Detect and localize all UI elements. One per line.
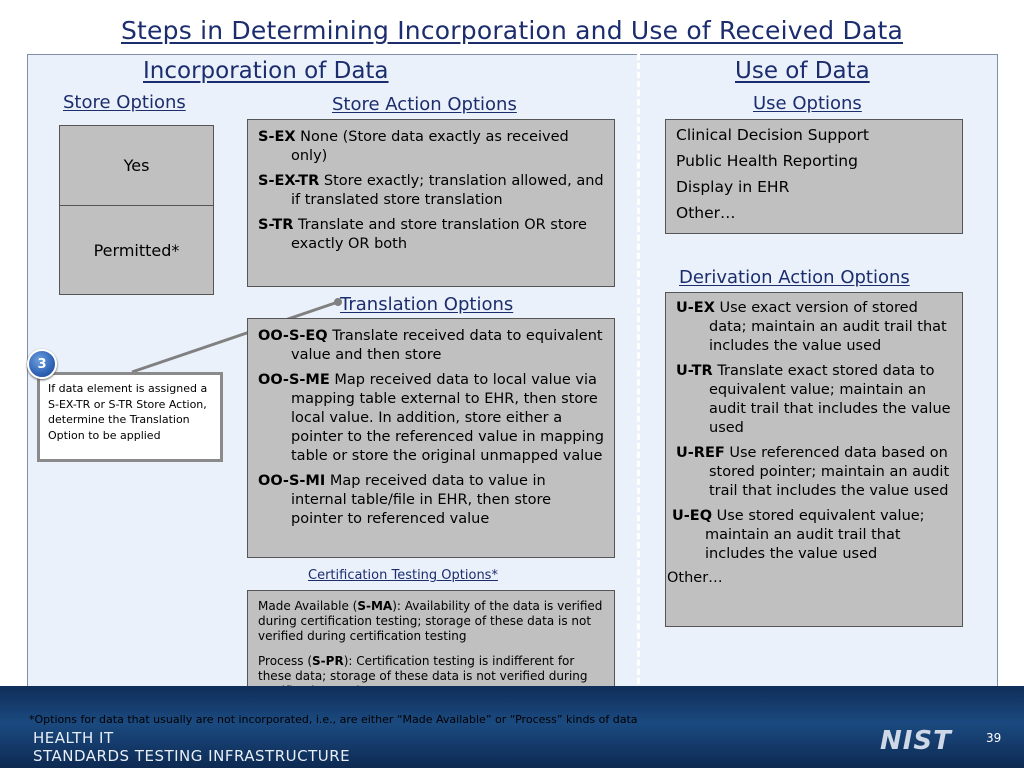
derivation-action-heading: Derivation Action Options — [679, 267, 910, 288]
use-options-box — [665, 119, 963, 234]
footer-branding — [33, 729, 350, 765]
certification-process: Process (S-PR): Certification testing is indifferent for these data; storage of these data is not verified during — [258, 654, 588, 683]
translation-oo-s-mi: OO-S-MI Map received data to value in internal table/file in EHR, then store pointer to referenced value — [258, 473, 552, 527]
derivation-u-ref: U-REF Use referenced data based on stored pointer; maintain an audit trail that includes the value used — [676, 445, 950, 499]
use-option-cds: Clinical Decision Support — [676, 126, 870, 144]
use-option-display-ehr: Display in EHR — [676, 178, 790, 196]
use-options-heading: Use Options — [753, 93, 862, 114]
callout-box: If data element is assigned a S-EX-TR or S-TR Store Action, determine the Translation Option to be applied — [37, 372, 223, 462]
derivation-other: Other… — [667, 570, 723, 586]
use-heading: Use of Data — [735, 58, 870, 84]
footer-line-1: HEALTH IT — [33, 729, 114, 747]
store-options-heading: Store Options — [63, 92, 186, 113]
translation-oo-s-me: OO-S-ME Map received data to local value via mapping table external to EHR, then store local value. In addition, store either a pointer to the referenced value in mapping table or store the original unmapped value — [258, 372, 604, 464]
translation-options-heading: Translation Options — [340, 294, 514, 315]
store-action-s-tr: S-TR Translate and store translation OR store exactly OR both — [258, 217, 587, 252]
use-option-other: Other… — [676, 204, 736, 222]
slide-title: Steps in Determining Incorporation and Use of Received Data — [120, 16, 904, 45]
incorporation-heading: Incorporation of Data — [143, 58, 389, 84]
store-option-permitted: Permitted* — [93, 240, 180, 260]
derivation-u-eq: U-EQ Use stored equivalent value; maintain an audit trail that includes the value used — [672, 508, 925, 562]
certification-heading: Certification Testing Options* — [308, 568, 498, 583]
derivation-u-tr: U-TR Translate exact stored data to equivalent value; maintain an audit trail that includes the value used — [676, 363, 951, 436]
nist-logo: NIST — [880, 726, 952, 756]
footer-line-2: STANDARDS TESTING INFRASTRUCTURE — [33, 747, 351, 765]
translation-oo-s-eq: OO-S-EQ Translate received data to equivalent value and then store — [258, 328, 603, 363]
footnote: *Options for data that usually are not incorporated, i.e., are either “Made Available” or “Process” kinds of data — [29, 713, 638, 726]
use-option-public-health: Public Health Reporting — [676, 152, 858, 170]
store-action-s-ex-tr: S-EX-TR Store exactly; translation allowed, and if translated store translation — [258, 173, 604, 208]
certification-made-available: Made Available (S-MA): Availability of the data is verified during certification testing; storage of these data is not verified during certification testing — [258, 599, 603, 643]
store-action-s-ex: S-EX None (Store data exactly as received only) — [258, 129, 569, 164]
derivation-u-ex: U-EX Use exact version of stored data; maintain an audit trail that includes the value used — [676, 300, 947, 354]
store-action-heading: Store Action Options — [332, 94, 517, 115]
page-number: 39 — [986, 731, 1002, 745]
step-badge: 3 — [27, 349, 57, 379]
translation-options-box — [247, 318, 615, 558]
derivation-action-box — [665, 292, 963, 627]
store-option-yes: Yes — [60, 126, 213, 206]
